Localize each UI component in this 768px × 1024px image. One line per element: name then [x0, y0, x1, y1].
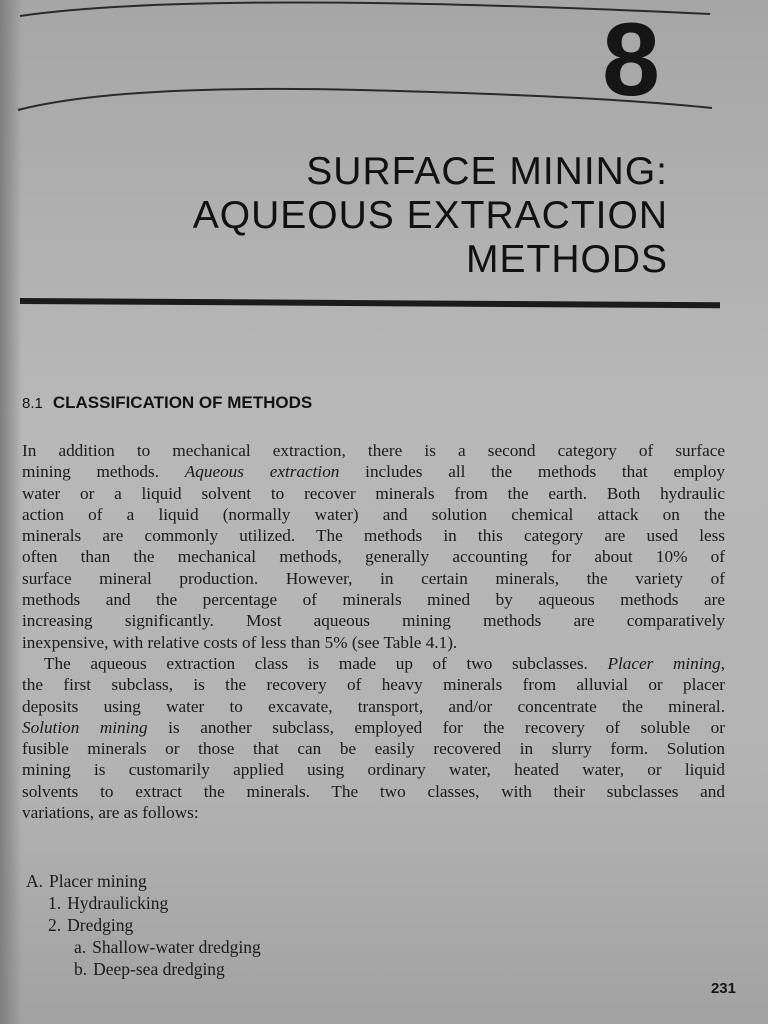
outline-marker: b. [74, 959, 88, 979]
chapter-title-line: METHODS [466, 238, 668, 281]
emphasized-term: Aqueous extraction [184, 462, 340, 482]
outline-label: Shallow-water dredging [92, 937, 261, 957]
text-line: solvents to extract the minerals. The two classes, with their subclasses and [22, 781, 725, 801]
outline-label: Dredging [67, 915, 134, 935]
chapter-title [28, 150, 668, 282]
page-number: 231 [710, 980, 736, 997]
method-outline [22, 870, 261, 980]
text-line: surface mineral production. However, in certain minerals, the variety of [22, 568, 725, 588]
text-line: increasing significantly. Most aqueous mining methods are comparatively [22, 611, 725, 631]
text-line: minerals are commonly utilized. The methods in this category are used less [22, 526, 725, 546]
emphasized-term: Placer mining [607, 653, 721, 673]
text-line: often than the mechanical methods, generally accounting for about 10% of [22, 547, 725, 567]
outline-item-placer-mining [22, 870, 261, 892]
section-heading [22, 393, 312, 413]
section-number: 8.1 [22, 395, 43, 412]
outline-item-shallow-water-dredging [22, 936, 261, 958]
outline-marker: A. [26, 871, 44, 891]
chapter-title-line: SURFACE MINING: [306, 150, 668, 193]
text-line: methods and the percentage of minerals mined by aqueous methods are [22, 590, 725, 610]
paragraph-1 [22, 440, 725, 653]
outline-marker: a. [74, 937, 87, 957]
text-line: inexpensive, with relative costs of less than 5% (see Table 4.1). [22, 632, 458, 652]
outline-marker: 1. [48, 893, 62, 913]
text-line: The aqueous extraction class is made up of two subclasses. Placer mining, [44, 653, 725, 673]
text-line: variations, are as follows: [22, 803, 199, 823]
paragraph-2 [22, 653, 725, 823]
text-line: fusible minerals or those that can be easily recovered in slurry form. Solution [22, 739, 725, 759]
outline-item-hydraulicking [22, 892, 261, 914]
outline-label: Placer mining [49, 871, 147, 891]
text-line: action of a liquid (normally water) and solution chemical attack on the [22, 504, 725, 524]
text-line: mining methods. Aqueous extraction includes all the methods that employ [22, 462, 725, 482]
text-line: deposits using water to excavate, transport, and/or concentrate the mineral. [22, 696, 725, 716]
outline-marker: 2. [48, 915, 62, 935]
text-line: mining is customarily applied using ordinary water, heated water, or liquid [22, 760, 725, 780]
outline-label: Hydraulicking [67, 893, 169, 913]
chapter-title-line: AQUEOUS EXTRACTION [192, 194, 668, 237]
text-line: water or a liquid solvent to recover minerals from the earth. Both hydraulic [22, 483, 725, 503]
text-line: Solution mining is another subclass, employed for the recovery of soluble or [22, 717, 725, 737]
chapter-number: 8 [602, 2, 660, 118]
emphasized-term: Solution mining [22, 717, 148, 737]
outline-label: Deep-sea dredging [93, 959, 225, 979]
text-line: In addition to mechanical extraction, there is a second category of surface [22, 441, 725, 460]
text-line: the first subclass, is the recovery of heavy minerals from alluvial or placer [22, 675, 725, 695]
outline-item-deep-sea-dredging [22, 958, 261, 980]
section-title: CLASSIFICATION OF METHODS [52, 393, 313, 412]
outline-item-dredging [22, 914, 261, 936]
body-text [22, 440, 725, 823]
